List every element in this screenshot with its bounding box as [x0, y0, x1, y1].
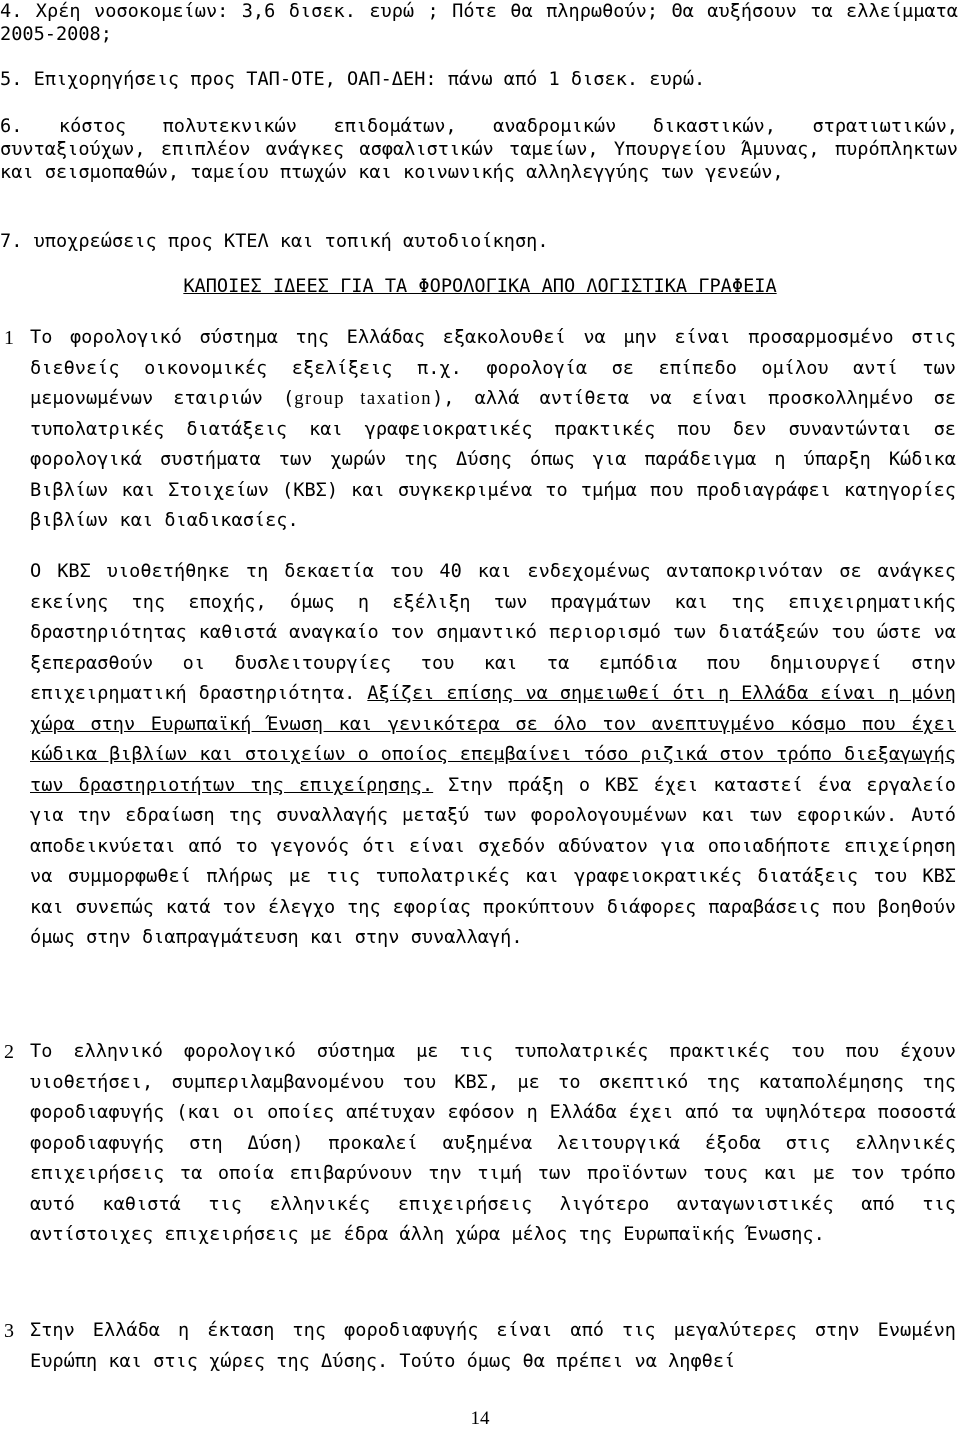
list-item-6: 6. κόστος πολυτεκνικών επιδομάτων, αναδρομικών δικαστικών, στρατιωτικών, συνταξιούχων, επιπλέον ανάγκες ασφαλιστικών ταμείων, Υπουργείου Άμυνας, πυρόπληκτων και σεισμοπαθών, ταμείου πτωχών και κοινωνικής αλληλεγγύης των γενεών,: [0, 116, 958, 183]
kbs-paragraph: [30, 557, 956, 954]
paragraph-number: 2: [4, 1041, 14, 1063]
kbs-closing-text: Στην πράξη ο ΚΒΣ έχει καταστεί ένα εργαλείο για την εδραίωση της συναλλαγής μεταξύ των φορολογουμένων και των εφορικών. Αυτό αποδεικνύεται από το γεγονός ότι είναι σχεδόν αδύνατον για οποιαδήποτε επιχείρηση να συμμορφωθεί πλήρως με τις τυπολατρικές και γραφειοκρατικές διατάξεις του ΚΒΣ και συνεπώς κατά τον έλεγχο της εφορίας προκύπτουν διάφορες παραβάσεις που βοηθούν όμως στην διαπραγμάτευση και στην συναλλαγή.: [30, 774, 956, 948]
paragraph-text: Το ελληνικό φορολογικό σύστημα με τις τυπολατρικές πρακτικές του που έχουν υιοθετήσει, συμπεριλαμβανομένου του ΚΒΣ, με το σκεπτικό της καταπολέμησης της φοροδιαφυγής (και οι οποίες απέτυχαν εφόσον η Ελλάδα έχει από τα υψηλότερα ποσοστά φοροδιαφυγής στη Δύση) προκαλεί αυξημένα λειτουργικά έξοδα στις ελληνικές επιχειρήσεις τα οποία επιβαρύνουν την τιμή των προϊόντων τους και με τον τρόπο αυτό καθιστά τις ελληνικές επιχειρήσεις λιγότερο ανταγωνιστικές από τις αντίστοιχες επιχειρήσεις με έδρα άλλη χώρα μέλος της Ευρωπαϊκής Ένωσης.: [30, 1041, 956, 1245]
kbs-intro-text: Ο ΚΒΣ υιοθετήθηκε τη δεκαετία του 40 και ενδεχομένως ανταποκρινόταν σε ανάγκες εκείνης της εποχής, όμως η εξέλιξη των πραγμάτων και της επιχειρηματικής δραστηριότητας καθιστά αναγκαίο τον σημαντικό περιορισμό των διατάξεών του ώστε να ξεπερασθούν οι δυσλειτουργίες του και τα εμπόδια που δημιουργεί στην επιχειρηματική δραστηριότητα.: [30, 561, 956, 704]
paragraph-text: Το φορολογικό σύστημα της Ελλάδας εξακολουθεί να μην είναι προσαρμοσμένο στις διεθνείς οικονομικές εξελίξεις π.χ. φορολογία σε επίπεδο ομίλου αντί των μεμονωμένων εταιριών (: [30, 327, 956, 409]
kbs-underlined-text: Αξίζει επίσης να σημειωθεί ότι η Ελλάδα είναι η μόνη χώρα στην Ευρωπαϊκή Ένωση και γενικότερα σε όλο τον ανεπτυγμένο κόσμο που έχει κώδικα βιβλίων και στοιχείων ο οποίος επεμβαίνει τόσο ριζικά στον τρόπο διεξαγωγής των δραστηριοτήτων της επιχείρησης.: [30, 683, 956, 796]
paragraph-text: Στην Ελλάδα η έκταση της φοροδιαφυγής είναι από τις μεγαλύτερες στην Ενωμένη Ευρώπη και στις χώρες της Δύσης. Τούτο όμως θα πρέπει να ληφθεί: [30, 1320, 956, 1372]
section-heading: ΚΑΠΟΙΕΣ ΙΔΕΕΣ ΓΙΑ ΤΑ ΦΟΡΟΛΟΓΙΚΑ ΑΠΟ ΛΟΓΙΣΤΙΚΑ ΓΡΑΦΕΙΑ: [183, 276, 777, 297]
paragraph-number: 1: [4, 327, 14, 349]
paragraph-text-continued: ), αλλά αντίθετα να είναι προσκολλημένο σε τυπολατρικές διατάξεις και γραφειοκρατικές πρακτικές που δεν συναντώνται σε φορολογικά συστήματα των χωρών της Δύσης όπως για παράδειγμα η ύπαρξη Κώδικα Βιβλίων και Στοιχείων (ΚΒΣ) και συγκεκριμένα το τμήμα που προδιαγράφει κατηγορίες βιβλίων και διαδικασίες.: [30, 388, 957, 531]
paragraph-number: 3: [4, 1320, 14, 1342]
page-number: 14: [470, 1408, 490, 1429]
numbered-paragraph-2: [4, 1037, 956, 1251]
list-item-4: 4. Χρέη νοσοκομείων: 3,6 δισεκ. ευρώ ; Πότε θα πληρωθούν; Θα αυξήσουν τα ελλείμματα 2005-2008;: [0, 1, 958, 45]
numbered-paragraph-1: [4, 323, 957, 537]
list-item-7: 7. υποχρεώσεις προς ΚΤΕΛ και τοπική αυτοδιοίκηση.: [0, 231, 549, 252]
numbered-paragraph-3: [4, 1316, 956, 1377]
list-item-5: 5. Επιχορηγήσεις προς ΤΑΠ-ΟΤΕ, ΟΑΠ-ΔΕΗ: πάνω από 1 δισεκ. ευρώ.: [0, 69, 706, 90]
group-taxation-term: group taxation: [294, 388, 433, 409]
